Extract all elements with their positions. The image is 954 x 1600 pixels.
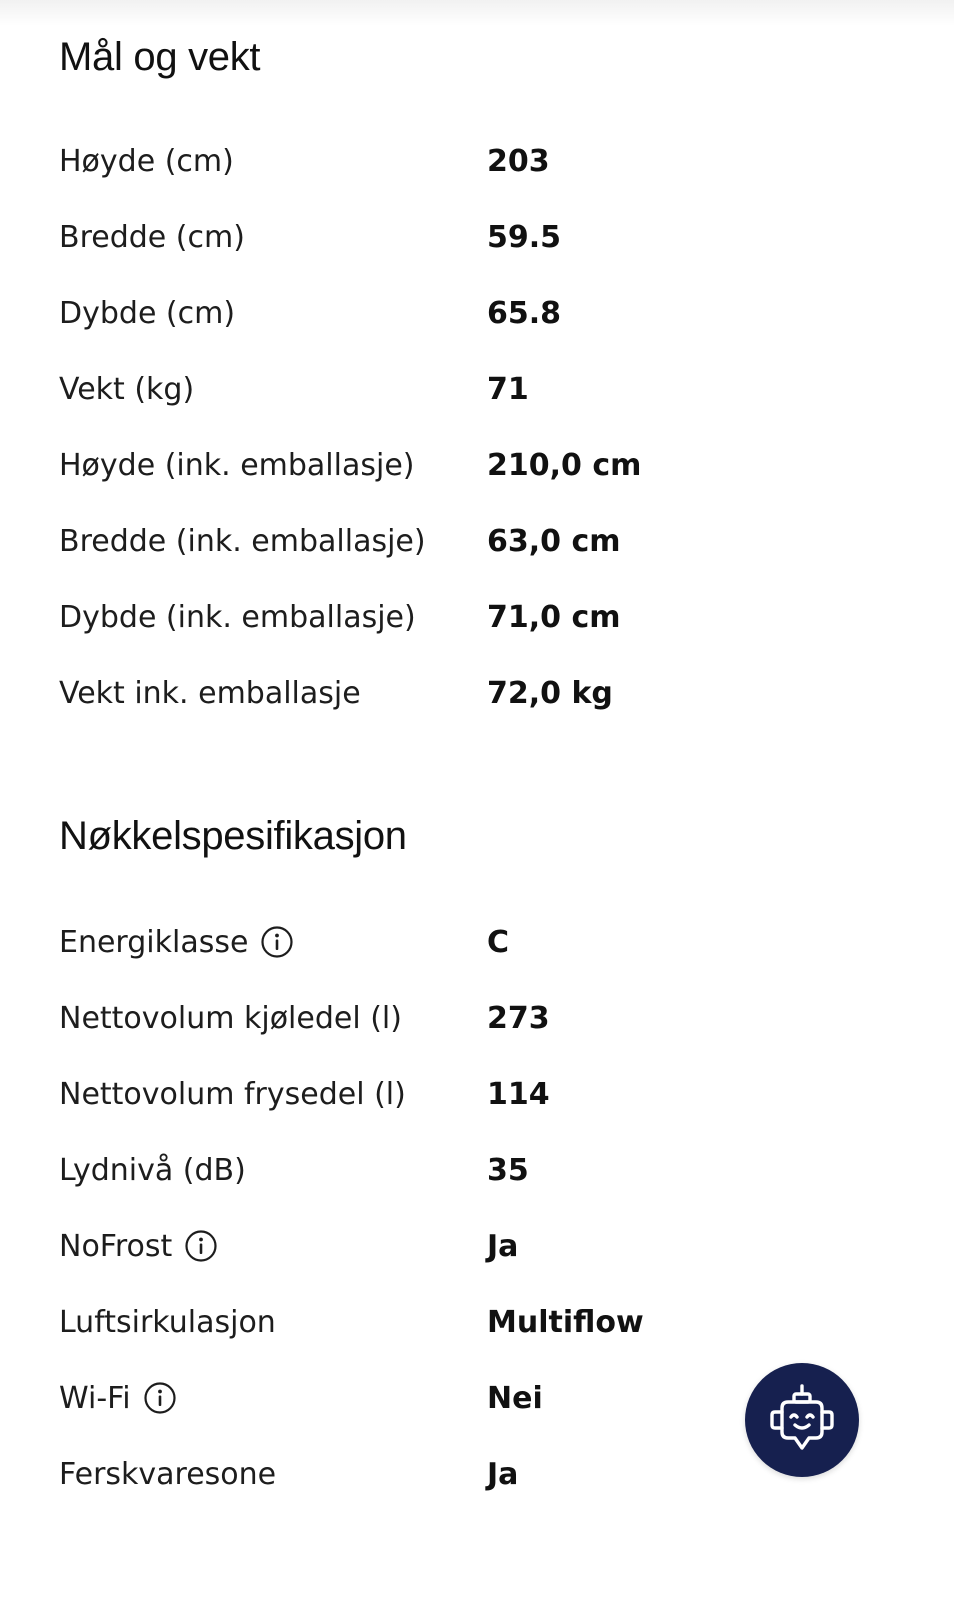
info-circle-icon[interactable] (184, 1229, 218, 1263)
spec-row-height (59, 123, 879, 199)
spec-label: Vekt ink. emballasje (59, 675, 361, 711)
spec-row-net-volume-freezer (59, 1056, 879, 1132)
info-circle-icon[interactable] (143, 1381, 177, 1415)
spec-label: Dybde (cm) (59, 295, 236, 331)
spec-row-weight (59, 351, 879, 427)
spec-row-air-circulation (59, 1284, 879, 1360)
info-circle-icon[interactable] (260, 925, 294, 959)
section-title-dimensions: Mål og vekt (59, 35, 261, 79)
spec-row-noise-level (59, 1132, 879, 1208)
spec-value: 71,0 cm (487, 599, 621, 635)
spec-label: Høyde (cm) (59, 143, 234, 179)
spec-label: Bredde (ink. emballasje) (59, 523, 426, 559)
spec-label: Lydnivå (dB) (59, 1152, 246, 1188)
spec-value: 72,0 kg (487, 675, 613, 711)
spec-row-net-volume-fridge (59, 980, 879, 1056)
spec-label: Energiklasse (59, 924, 249, 960)
spec-value: Multiflow (487, 1304, 644, 1340)
spec-row-energy-class (59, 904, 879, 980)
spec-value: 203 (487, 143, 550, 179)
spec-label: Wi-Fi (59, 1380, 131, 1416)
spec-label: Luftsirkulasjon (59, 1304, 276, 1340)
spec-value: Nei (487, 1380, 543, 1416)
top-fade (0, 0, 954, 26)
key-specifications-section (59, 812, 879, 1492)
spec-label: Vekt (kg) (59, 371, 195, 407)
spec-label: Høyde (ink. emballasje) (59, 447, 415, 483)
dimensions-weight-section (59, 33, 879, 711)
spec-label: Nettovolum kjøledel (l) (59, 1000, 402, 1036)
spec-value: Ja (487, 1228, 519, 1264)
spec-row-height-packaged (59, 427, 879, 503)
chatbot-robot-icon (760, 1378, 844, 1462)
spec-value: 273 (487, 1000, 550, 1036)
spec-row-nofrost (59, 1208, 879, 1284)
spec-value: 71 (487, 371, 529, 407)
spec-row-width-packaged (59, 503, 879, 579)
dimensions-spec-list (59, 123, 879, 731)
spec-row-depth-packaged (59, 579, 879, 655)
spec-value: 210,0 cm (487, 447, 642, 483)
spec-label: Ferskvaresone (59, 1456, 277, 1492)
spec-value: 65.8 (487, 295, 562, 331)
chatbot-button[interactable] (745, 1363, 859, 1477)
spec-row-depth (59, 275, 879, 351)
spec-value: 63,0 cm (487, 523, 621, 559)
section-title-key-specs: Nøkkelspesifikasjon (59, 814, 407, 858)
spec-value: 59.5 (487, 219, 562, 255)
spec-label: Bredde (cm) (59, 219, 245, 255)
spec-value: 114 (487, 1076, 550, 1112)
spec-value: 35 (487, 1152, 529, 1188)
spec-label: Nettovolum frysedel (l) (59, 1076, 406, 1112)
spec-label: Dybde (ink. emballasje) (59, 599, 416, 635)
spec-value: Ja (487, 1456, 519, 1492)
spec-label: NoFrost (59, 1228, 173, 1264)
spec-row-weight-packaged (59, 655, 879, 731)
spec-row-width (59, 199, 879, 275)
spec-value: C (487, 924, 510, 960)
